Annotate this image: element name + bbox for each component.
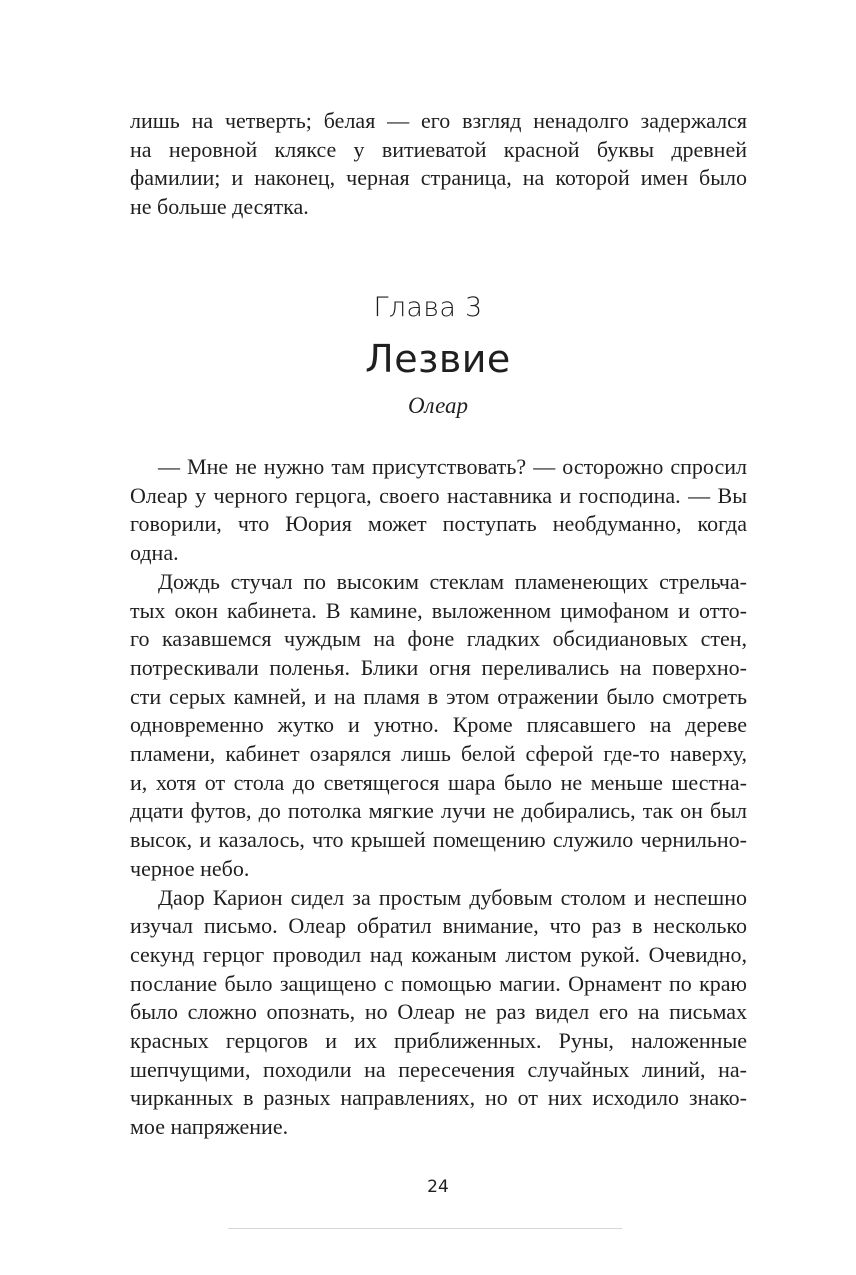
text-line: не больше десятка. [130, 194, 309, 220]
continued-paragraph [130, 107, 747, 222]
paragraph [130, 568, 747, 884]
text-line: го казавшемся чуждым на фоне гладких обсидиановых стен, [130, 626, 747, 652]
text-line: шепчущими, походили на пересечения случайных линий, на- [130, 1056, 747, 1082]
text-line: высок, и казалось, что крышей помещению служило чернильно- [130, 827, 747, 853]
text-line: фамилии; и наконец, черная страница, на которой имен было [130, 165, 747, 191]
page-number: 24 [427, 1177, 449, 1197]
text-line: красных герцогов и их приближенных. Руны, наложенные [130, 1028, 747, 1054]
text-line: — Мне не нужно там присутствовать? — осторожно спросил [158, 454, 747, 479]
text-line: было сложно опознать, но Олеар не раз видел его на письмах [130, 999, 747, 1025]
chapter-body [130, 453, 747, 1142]
text-line: пламени, кабинет озарялся лишь белой сферой где-то наверху, [130, 741, 747, 767]
text-line: тых окон кабинета. В камине, выложенном цимофаном и отто- [130, 597, 747, 623]
text-line: дцати футов, до потолка мягкие лучи не добирались, так он был [130, 798, 747, 824]
footer-divider [228, 1228, 622, 1229]
text-line: секунд герцог проводил над кожаным листом рукой. Очевидно, [130, 941, 747, 967]
text-line: одновременно жутко и уютно. Кроме плясавшего на дереве [130, 712, 747, 738]
chapter-title: Лезвие [365, 337, 511, 381]
text-line: Дождь стучал по высоким стеклам пламенеющих стрельча- [158, 568, 747, 594]
text-line: одна. [130, 540, 179, 566]
text-line: черное небо. [130, 855, 250, 881]
text-line: говорили, что Юория может поступать необдуманно, когда [130, 511, 747, 537]
text-line: Даор Карион сидел за простым дубовым столом и неспешно [158, 884, 747, 910]
text-line: потрескивали поленья. Блики огня переливались на поверхно- [130, 654, 747, 680]
text-line: Олеар у черного герцога, своего наставника и господина. — Вы [130, 482, 747, 508]
chapter-number: Глава 3 [373, 292, 483, 323]
text-line: сти серых камней, и на пламя в этом отражении было смотреть [130, 683, 747, 709]
text-line: и, хотя от стола до светящегося шара было не меньше шестна- [130, 769, 747, 795]
text-line: изучал письмо. Олеар обратил внимание, что раз в несколько [130, 913, 747, 939]
text-line: мое напряжение. [130, 1114, 289, 1140]
chapter-pov-character: Олеар [407, 393, 469, 418]
paragraph [130, 453, 747, 568]
text-line: послание было защищено с помощью магии. Орнамент по краю [130, 970, 747, 996]
text-line: на неровной кляксе у витиеватой красной буквы древней [130, 136, 747, 162]
paragraph [130, 884, 747, 1142]
text-line: чирканных в разных направлениях, но от них исходило знако- [130, 1085, 747, 1111]
text-line: лишь на четверть; белая — его взгляд ненадолго задержался [130, 108, 747, 133]
